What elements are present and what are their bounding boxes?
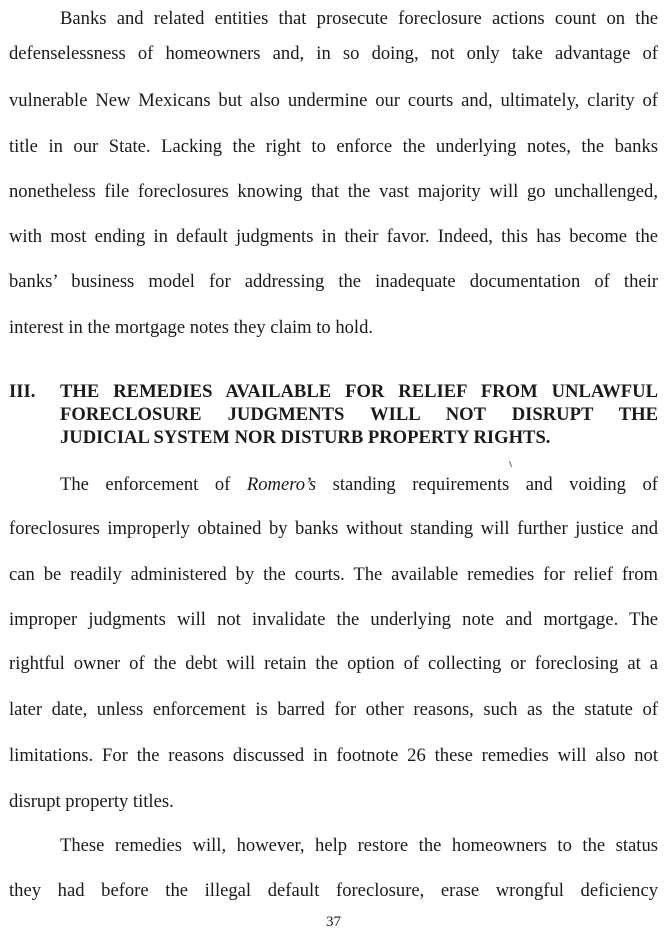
section-number: III. xyxy=(9,381,36,402)
scan-speck xyxy=(509,461,512,467)
paragraph-1-line: vulnerable New Mexicans but also undermine our courts and, ultimately, clarity of xyxy=(9,90,658,111)
paragraph-3-line: they had before the illegal default foreclosure, erase wrongful deficiency xyxy=(9,880,658,901)
page-number: 37 xyxy=(326,914,341,930)
paragraph-1-line: nonetheless file foreclosures knowing that the vast majority will go unchallenged, xyxy=(9,181,658,202)
paragraph-2-text: The enforcement of xyxy=(60,474,247,495)
paragraph-2-line: improper judgments will not invalidate the underlying note and mortgage. The xyxy=(9,609,658,630)
paragraph-1-line: banks’ business model for addressing the inadequate documentation of their xyxy=(9,271,658,292)
paragraph-2-line xyxy=(60,474,658,496)
paragraph-2-line: foreclosures improperly obtained by banks without standing will further justice and xyxy=(9,518,658,539)
paragraph-1-line: with most ending in default judgments in their favor. Indeed, this has become the xyxy=(9,226,658,247)
paragraph-1-line: interest in the mortgage notes they claim to hold. xyxy=(9,317,374,338)
paragraph-1-line: Banks and related entities that prosecute foreclosure actions count on the xyxy=(60,8,658,29)
section-heading-line: THE REMEDIES AVAILABLE FOR RELIEF FROM UNLAWFUL xyxy=(60,381,658,402)
paragraph-2-line: limitations. For the reasons discussed in footnote 26 these remedies will also not xyxy=(9,745,658,766)
case-name: Romero’s xyxy=(246,474,317,495)
paragraph-2-line: later date, unless enforcement is barred for other reasons, such as the statute of xyxy=(9,699,658,720)
section-heading-line: FORECLOSURE JUDGMENTS WILL NOT DISRUPT THE xyxy=(60,404,658,425)
paragraph-2-line: can be readily administered by the courts. The available remedies for relief from xyxy=(9,564,658,585)
paragraph-1-line: defenselessness of homeowners and, in so doing, not only take advantage of xyxy=(9,43,658,64)
paragraph-2-line: rightful owner of the debt will retain the option of collecting or foreclosing at a xyxy=(9,653,658,674)
paragraph-2-text: standing requirements and voiding of xyxy=(316,474,658,495)
paragraph-2-line: disrupt property titles. xyxy=(9,791,174,812)
section-heading-line: JUDICIAL SYSTEM NOR DISTURB PROPERTY RIGHTS. xyxy=(60,427,551,448)
paragraph-1-line: title in our State. Lacking the right to enforce the underlying notes, the banks xyxy=(9,136,658,157)
paragraph-3-line: These remedies will, however, help restore the homeowners to the status xyxy=(60,835,658,856)
